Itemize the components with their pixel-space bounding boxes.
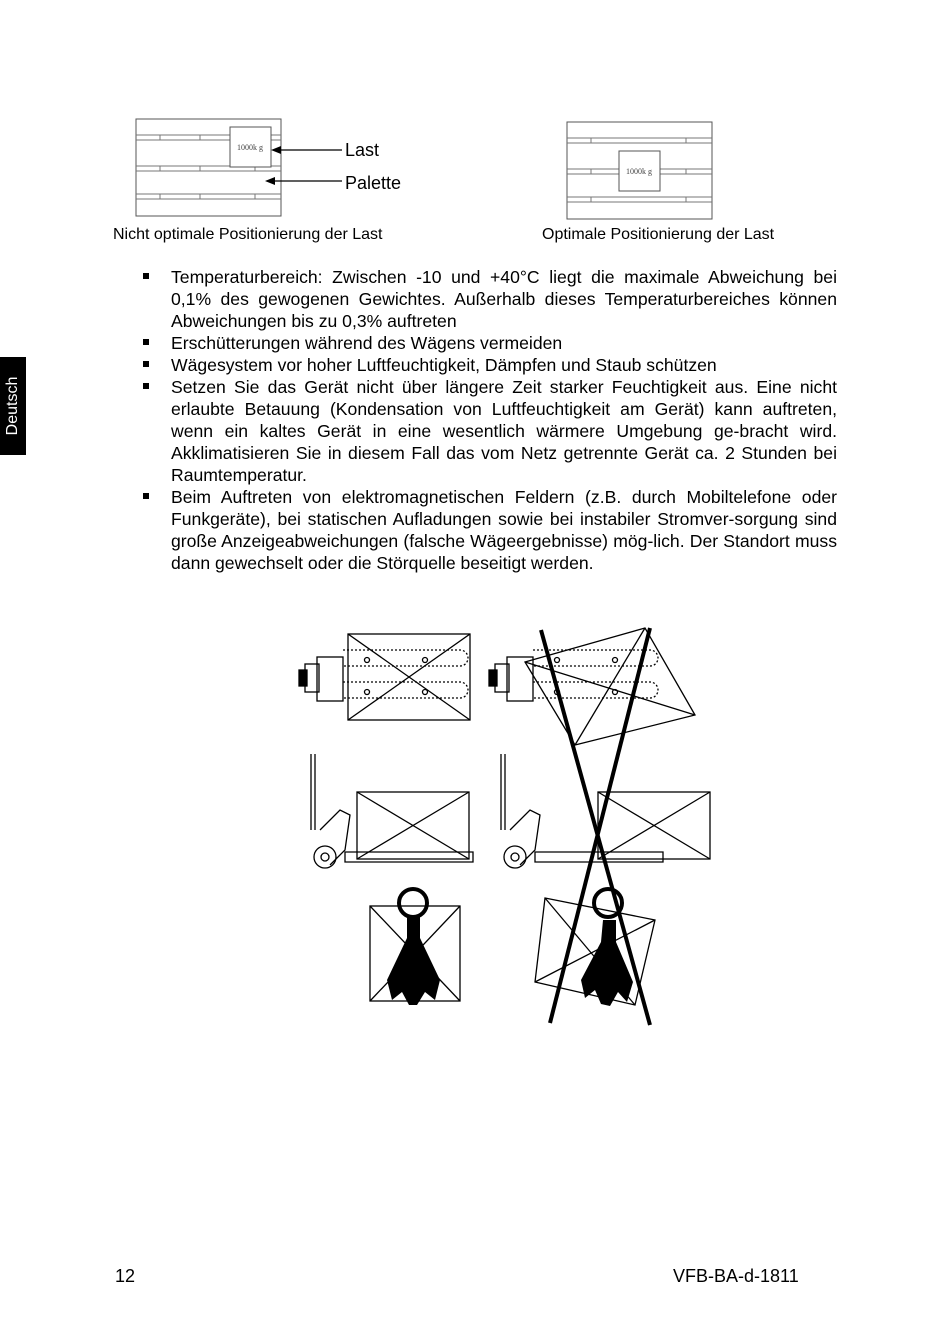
weight-label-left: 1000k g — [237, 143, 263, 152]
pallet-truck-illustration — [295, 620, 715, 1030]
list-item: Temperaturbereich: Zwischen -10 und +40°C liegt die maximale Abweichung bei 0,1% des gewogenen Gewichtes. Außerhalb dieses Temperaturbereiches können Abweichungen bis zu 0,3% auftreten — [143, 266, 837, 332]
pallet-figure-not-optimal — [135, 118, 282, 217]
weight-label-right: 1000k g — [626, 167, 652, 176]
list-item: Wägesystem vor hoher Luftfeuchtigkeit, Dämpfen und Staub schützen — [143, 354, 837, 376]
instructions-list — [143, 266, 837, 574]
bullet-icon — [143, 361, 149, 367]
label-last: Last — [345, 140, 380, 160]
pallet-figure-optimal — [566, 121, 713, 220]
language-tab — [0, 357, 26, 455]
caption-not-optimal: Nicht optimale Positionierung der Last — [113, 226, 383, 243]
bullet-icon — [143, 273, 149, 279]
bullet-icon — [143, 493, 149, 499]
language-tab-label: Deutsch — [4, 376, 21, 436]
bullet-icon — [143, 339, 149, 345]
caption-optimal: Optimale Positionierung der Last — [542, 226, 775, 243]
list-item: Setzen Sie das Gerät nicht über längere Zeit starker Feuchtigkeit aus. Eine nicht erlaubte Betauung (Kondensation von Luftfeuchtigkeit am Gerät) kann auftreten, wenn ein kaltes Gerät in eine wesentlich wärmere Umgebung ge-bracht wird. Akklimatisieren Sie in diesem Fall das vom Netz getrennte Gerät ca. 2 Stunden bei Raumtemperatur. — [143, 376, 837, 486]
callout-arrows — [265, 140, 345, 190]
page-number: 12 — [115, 1266, 136, 1286]
document-code: VFB-BA-d-1811 — [673, 1266, 799, 1286]
list-item: Erschütterungen während des Wägens vermeiden — [143, 332, 837, 354]
label-palette: Palette — [345, 173, 402, 193]
bullet-icon — [143, 383, 149, 389]
list-item: Beim Auftreten von elektromagnetischen Feldern (z.B. durch Mobiltelefone oder Funkgeräte), bei statischen Aufladungen sowie bei instabiler Stromver-sorgung sind große Anzeigeabweichungen (falsche Wägeergebnisse) mög-lich. Der Standort muss dann gewechselt oder die Störquelle beseitigt werden. — [143, 486, 837, 574]
